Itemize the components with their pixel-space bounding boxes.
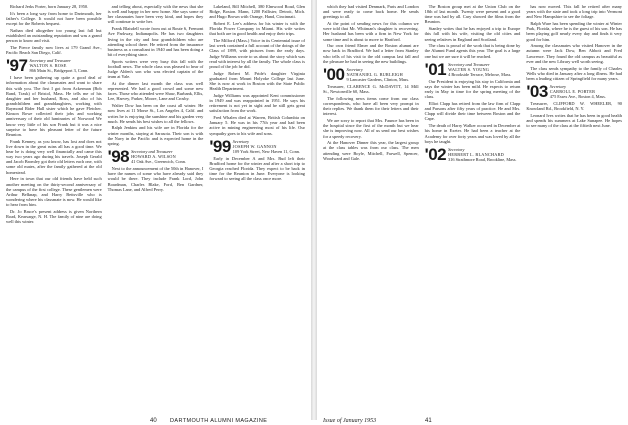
secretary-role: Secretary bbox=[549, 83, 567, 89]
left-column-1 bbox=[6, 4, 102, 406]
secretary-role: Secretary and Treasurer bbox=[448, 61, 490, 67]
secretary-name: WALTON S. ROSE bbox=[29, 63, 67, 69]
body-paragraph: Frank Kenney, as you know, has lost and does not live down in the great ruins all has a good time. We hear he is doing very well financially and came this way two years ago during his travels. Joseph Gerald and Jacob Bromley got their old letters each one, with some old mates, after the family gathered at the old homestead. bbox=[6, 138, 102, 175]
class-header bbox=[323, 64, 419, 84]
body-paragraph: The Boston group met at the Union Club on the 18th of last month. Twenty were present and a good time was had by all. Cary showed the films from the Reunion. bbox=[424, 4, 521, 25]
body-paragraph: The following news items come from our class correspondents, who have all been very prompt in their replies. We thank them for their letters and their interest. bbox=[323, 95, 419, 117]
body-paragraph: At the dinner last month the class was well represented. We had a good crowd and some new faces. Those who attended were Shaw, Burbank, Ellis, Lee, Harvey, Parker, Moore, Lane and Crosby. bbox=[107, 80, 204, 102]
body-paragraph: Ralph Ware has been spending the winter at Winter Park, Florida, where he is the guest of his son. He has been playing golf nearly every day and finds it very good for him. bbox=[526, 21, 622, 42]
secretary-address: 866 Main St., Bridgeport 3, Conn. bbox=[29, 68, 89, 74]
secretary-address: 41 Oak Ave., Greenwich, Conn. bbox=[131, 159, 186, 165]
body-paragraph: The class sends sympathy to the family of Charles Wells who died in January after a long illness. He had been a leading citizen of Springfield for many years. bbox=[526, 65, 622, 81]
class-year: '99 bbox=[209, 136, 231, 156]
secretary-address: 9 Lancaster Gardens, Clinton, Mass. bbox=[346, 76, 410, 82]
secretary-name: HERBERT L. BLANCHARD bbox=[448, 151, 504, 157]
secretary-name: JOSEPH W. GANNON bbox=[232, 143, 277, 149]
secretary-name: HOWARD A. WILSON bbox=[131, 154, 176, 160]
body-paragraph: At the Hanover Dinner this year, the largest group at the class tables was from our class. The men attending were Boyle, Mitchell, Farwell, Spencer, Woodward and Gale. bbox=[323, 140, 419, 161]
body-paragraph: We are sorry to report that Mrs. Faunce has been in the hospital since the first of the month but we hear she is improving now. All of us send our best wishes for a speedy recovery. bbox=[323, 118, 419, 139]
secretary-role: Secretary and Treasurer bbox=[29, 58, 71, 64]
body-paragraph: Dr. Jo Bruce's present address is given Northern Road, Kearsarge, N. H. The family of nine are doing well this winter. bbox=[6, 208, 102, 225]
body-paragraph: Sports writers were very busy this fall with the football news. The whole class was pleased to hear of Judge Alden's son who was elected captain of the team at Yale. bbox=[107, 58, 204, 80]
body-paragraph: Among the classmates who visited Hanover in the autumn were Jack Dow, Ben Abbott and Fred Lawrence. They found the old campus as beautiful as ever and the new Library well worth seeing. bbox=[526, 43, 622, 64]
class-year: '01 bbox=[424, 59, 447, 79]
body-paragraph: The death of Harry Walker occurred in December at his home in Exeter. He had been a teacher at the Academy for over forty years and was loved by all the boys he taught. bbox=[424, 123, 521, 144]
class-header bbox=[526, 81, 622, 101]
body-paragraph: Frank Blaisdell wrote from out at Route 6, Fremont Ave Parkway, Indianapolis. He has two daughters living in the city and four grandchildren who are attending school there. He retired from the insurance business as a consultant in 1940 and has been doing a bit of everything since. bbox=[107, 26, 204, 57]
body-paragraph: Early in December A and Mrs. Bud left their Bradford home for the winter and after a short trip to Georgia reached Florida. They expect to be back in time for the Reunion in June. Everyone is looking forward to seeing all the class once more. bbox=[209, 155, 305, 182]
body-paragraph: The Milford (Mass.) Voice in its Centennial issue of last week contained a full account of the doings of the Class of 1899, with pictures from the early days. Judge Williams wrote to us about the story which was read with interest by all the family. The whole class is proud of the job he did. bbox=[209, 38, 305, 69]
body-paragraph: Judge Williams was appointed Kent commissioner in 1949 and was reappointed in 1951. He says his retirement is not yet in sight and he still gets great satisfaction from the work. bbox=[209, 92, 305, 114]
body-paragraph: Elliot Clapp has retired from the law firm of Clapp and Parsons after fifty years of practice. He and Mrs. Clapp will divide their time between Boston and the Cape. bbox=[424, 100, 521, 122]
body-paragraph: Judge Robert M. Pride's daughter Virginia graduated from Mount Holyoke College last June. She is now at work in Boston with the State Public Health Department. bbox=[209, 70, 305, 92]
left-column-2 bbox=[108, 4, 204, 406]
right-column-2 bbox=[425, 4, 521, 406]
class-header bbox=[424, 144, 521, 164]
body-paragraph: I have been gathering up quite a good deal of information about the classmates and want to share this with you. The first I got from Ackerman (Bob Rand, Trask) of Bristol, Mass. He tells me of his daughter and her husband, Ross, and also of his grandchildren and granddaughters, working with Raymond Rider Hall sister which he gave Fletcher. Kinson Rowe collected their jobs and working anniversary of their old luminaries of Norwood We know very little of his son Frank but it was a nice surprise to have his pleasant letter of the future Reunion. bbox=[6, 75, 102, 137]
body-paragraph: Lakeland, Bill Mitchell, 380 Elmwood Road, Glen Ridge, Boston. Mann, 1200 Pallister, Detroit, Mich. and Hugo Brown with Orange, Hand, Cincinnati. bbox=[209, 4, 305, 20]
secretary-address: 475 Essex Ave., Boston 4, Mass. bbox=[549, 93, 606, 99]
secretary-role: Secretary bbox=[346, 66, 363, 72]
class-year: '03 bbox=[526, 81, 548, 101]
right-column-1 bbox=[323, 4, 419, 406]
class-year: '98 bbox=[107, 147, 130, 167]
body-paragraph: Here in town that our old friends have held such another meeting on the thirty-second anniversary of the campus of the first college. These gentlemen were Arthur Belknap, and Harry Bettsville who is wondering where his classmate is now. He would like to hear from him. bbox=[6, 176, 102, 208]
body-paragraph: The class is proud of the work that is being done by the Alumni Fund agents this year. The goal is a large one but we are sure it will be reached. bbox=[424, 43, 521, 59]
body-paragraph: Treasurer, CLIFFORD W. WHEELER, 90 Knowland Rd., Brookfield, N. Y. bbox=[526, 100, 622, 112]
body-paragraph: Fred Whalen died at Warren, British Columbia on January 5. He was in his 77th year and had been active in mining engineering most of his life. Our sympathy goes to his wife and sons. bbox=[209, 115, 305, 136]
secretary-address: 109 York Street, New Haven 11, Conn. bbox=[232, 148, 300, 154]
body-paragraph: Leonard Ives writes that he has been in good health and spends his summers at Lake Sunapee. He hopes to see many of the class at the fiftieth next June. bbox=[526, 112, 622, 129]
class-header bbox=[424, 59, 521, 79]
body-paragraph: Treasurer, CLARENCE G. McDAVITT, 14 Mill St., Newtonville 60, Mass. bbox=[323, 83, 419, 95]
class-year: '00 bbox=[323, 64, 345, 84]
left-page bbox=[0, 0, 311, 424]
right-page bbox=[317, 0, 628, 424]
class-year: '02 bbox=[424, 144, 447, 164]
secretary-role: Secretary bbox=[448, 146, 465, 152]
body-paragraph: Ralph Jenkins and his wife are in Florida for the winter months, staying at Sarasota. Their son is with the Navy in the Pacific and is expected home in the spring. bbox=[107, 125, 204, 146]
page-number: 41 bbox=[425, 418, 432, 424]
secretary-role: Secretary and Treasurer bbox=[131, 149, 173, 155]
body-paragraph: The Pierce family now lives at 179 Grand Ave., Pacific Beach San Diego, Calif. bbox=[6, 44, 102, 56]
body-paragraph: Next to the announcement of the 50th in Hanover, I have the names of some who have already said they would be there. They include Frank Lord, John Boardman, Charles Blake, Ford, Ben Gardner, Thomas Lane, and Alfred Perry. bbox=[107, 166, 204, 192]
issue-date: Issue of January 1953 bbox=[323, 418, 377, 424]
body-paragraph: and telling about, especially with the news that she is well and happy in her new home. She says some of her classmates have been very kind, and hopes they will continue to write her. bbox=[107, 4, 204, 25]
body-paragraph: Robert E. Lee's address for his winter is with the Florida Power Company in Miami. His wife writes that both are in good health and enjoy their trips. bbox=[209, 21, 305, 37]
body-paragraph: Nathan died altogether too young last fall but established an outstanding reputation and was a grand person to know and visit. bbox=[6, 27, 102, 44]
class-header bbox=[209, 136, 305, 156]
class-header bbox=[6, 56, 102, 76]
right-column-3 bbox=[526, 4, 622, 406]
body-paragraph: Walter Dow has been on the coast all winter. He now lives at 11 Morse St., Los Angeles 4, Calif. and writes he is enjoying the sunshine and his garden very much. He sends his best wishes to all the fellows. bbox=[107, 103, 204, 124]
body-paragraph: It's been a long way from home to Dartmouth, her father's College. It would not have been possible except for the Roberts bequest. bbox=[6, 10, 102, 27]
secretary-name: WALTER S. YOUNG bbox=[448, 66, 490, 72]
body-paragraph: Our own friend Elmer and the Boston alumni are now back in Bradford. We had a letter from Stanley who tells of his visit to the old campus last fall and the pleasure he had in seeing the new buildings. bbox=[323, 43, 419, 64]
secretary-role: Secretary bbox=[232, 138, 250, 144]
left-column-3 bbox=[209, 4, 305, 406]
body-paragraph: which they had visited Denmark, Paris and London and were ready to come back home. He sends greetings to all. bbox=[323, 4, 419, 20]
secretary-address: 4 Brookside Terrace, Melrose, Mass. bbox=[448, 71, 512, 77]
page-number: 40 bbox=[150, 418, 157, 424]
body-paragraph: has now moved. This fall he retired after many years with the state and took a long trip into Vermont and New Hampshire to see the foliage. bbox=[526, 4, 622, 20]
body-paragraph: Stanley writes that he has enjoyed a trip to Europe this fall with his wife, visiting the old cities and seeing relatives in England and Scotland. bbox=[424, 26, 521, 42]
secretary-address: 316 Strathmore Road, Brookline, Mass. bbox=[448, 156, 517, 162]
class-header bbox=[107, 147, 204, 167]
secretary-name: NATHANIEL G. BURLEIGH bbox=[346, 71, 403, 77]
body-paragraph: Our President is enjoying his stay in California and says the winter has been mild. He expects to return early in May in time for the spring meeting of the class. bbox=[424, 78, 521, 100]
body-paragraph: At the point of sending news for this column we were told that Mr. Whitman's daughter is recovering. Her husband has been with a firm in New York for some time and is about to move to Hartford. bbox=[323, 21, 419, 42]
body-paragraph: Richard Jerks Porter, born January 28, 1950. bbox=[10, 4, 89, 9]
magazine-title: DARTMOUTH ALUMNI MAGAZINE bbox=[170, 418, 268, 424]
secretary-name: CARROLL E. PORTER bbox=[549, 88, 596, 94]
class-year: '97 bbox=[6, 56, 28, 76]
